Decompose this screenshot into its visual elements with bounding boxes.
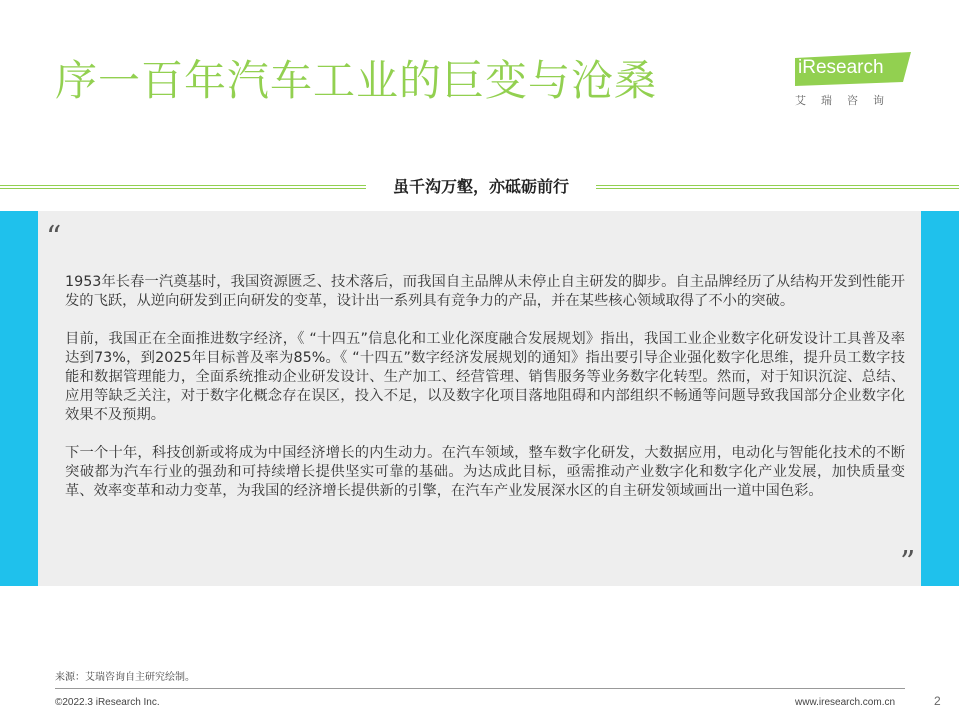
copyright-text: ©2022.3 iResearch Inc. — [55, 697, 160, 708]
section-divider — [0, 176, 959, 198]
quote-body — [65, 273, 905, 520]
source-note: 来源：艾瑞咨询自主研究绘制。 — [55, 672, 195, 683]
page-title: 序一百年汽车工业的巨变与沧桑 — [55, 56, 658, 105]
logo-dot-icon — [795, 50, 801, 56]
close-quote-icon: ” — [900, 545, 916, 580]
quote-paragraph: 下一个十年，科技创新或将成为中国经济增长的内生动力。在汽车领域，整车数字化研发，大数据应用，电动化与智能化技术的不断突破都为汽车行业的强劲和可持续增长提供坚实可靠的基础。为达成此目标，亟需推动产业数字化和数字化产业发展，加快质量变革、效率变革和动力变革，为我国的经济增长提供新的引擎，在汽车产业发展深水区的自主研发领域画出一道中国色彩。 — [65, 445, 905, 499]
iresearch-logo — [795, 52, 911, 108]
section-subtitle: 虽千沟万壑，亦砥砺前行 — [392, 177, 569, 196]
open-quote-icon: “ — [46, 220, 62, 255]
quote-accent-bar-right — [921, 211, 959, 586]
logo-subtitle: 艾瑞咨询 — [795, 94, 899, 107]
footer-divider — [55, 688, 905, 689]
page-number: 2 — [934, 694, 941, 708]
quote-paragraph: 1953年长春一汽奠基时，我国资源匮乏、技术落后，而我国自主品牌从未停止自主研发的脚步。自主品牌经历了从结构开发到性能开发的飞跃，从逆向研发到正向研发的变革，设计出一系列具有竞争力的产品，并在某些核心领域取得了不小的突破。 — [65, 274, 905, 309]
quote-accent-bar-left — [0, 211, 38, 586]
website-link[interactable]: www.iresearch.com.cn — [795, 697, 896, 708]
logo-text: iResearch — [798, 57, 884, 78]
quote-paragraph: 目前，我国正在全面推进数字经济，《 “十四五”信息化和工业化深度融合发展规划》指出，我国工业企业数字化研发设计工具普及率达到73%，到2025年目标普及率为85%。《 “十四五”数字经济发展规划的通知》指出要引导企业强化数字化思维，提升员工数字技能和数据管理能力，全面系统推动企业研发设计、生产加工、经营管理、销售服务等业务数字化转型。然而，对于知识沉淀、总结、应用等缺乏关注，对于数字化概念存在误区，投入不足，以及数字化项目落地阻碍和内部组织不畅通等问题导致我国部分企业数字化效果不及预期。 — [65, 331, 905, 423]
divider-line-right — [596, 185, 959, 189]
divider-line-left — [0, 185, 366, 189]
